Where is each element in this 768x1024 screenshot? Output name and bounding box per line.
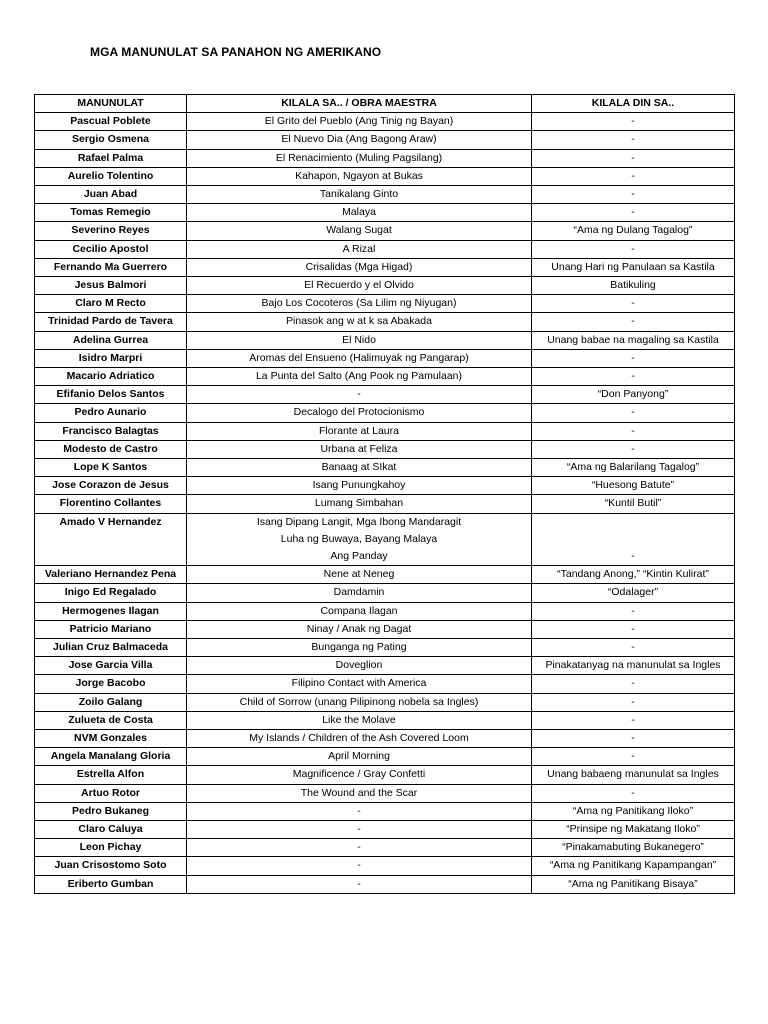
author-cell: Macario Adriatico — [35, 368, 187, 386]
work-line: Child of Sorrow (unang Pilipinong nobela sa Ingles) — [239, 695, 479, 708]
work-cell — [187, 459, 532, 477]
work-line: The Wound and the Scar — [300, 786, 418, 799]
table-row — [35, 620, 735, 638]
work-cell — [187, 258, 532, 276]
work-line: Bunganga ng Pating — [311, 641, 407, 654]
table-row — [35, 222, 735, 240]
work-line: Malaya — [342, 206, 376, 219]
work-cell — [187, 730, 532, 748]
work-line: Luha ng Buwaya, Bayang Malaya — [280, 532, 438, 545]
author-cell: Artuo Rotor — [35, 784, 187, 802]
table-row — [35, 386, 735, 404]
author-cell: Claro M Recto — [35, 295, 187, 313]
table-row — [35, 258, 735, 276]
work-cell — [187, 711, 532, 729]
also-known-cell: - — [532, 167, 735, 185]
also-known-cell: - — [532, 186, 735, 204]
author-cell: Julian Cruz Balmaceda — [35, 639, 187, 657]
author-cell: Pedro Bukaneg — [35, 802, 187, 820]
also-known-cell: - — [532, 693, 735, 711]
table-row — [35, 113, 735, 131]
also-known-cell: Unang babae na magaling sa Kastila — [532, 331, 735, 349]
also-known-cell: - — [532, 620, 735, 638]
author-cell: NVM Gonzales — [35, 730, 187, 748]
author-cell: Adelina Gurrea — [35, 331, 187, 349]
work-cell — [187, 331, 532, 349]
also-known-cell: “Odalager” — [532, 584, 735, 602]
table-row — [35, 566, 735, 584]
work-line: My Islands / Children of the Ash Covered Loom — [249, 732, 469, 745]
work-line: Tanikalang Ginto — [319, 188, 399, 201]
author-cell: Francisco Balagtas — [35, 422, 187, 440]
also-known-cell: “Tandang Anong,” “Kintin Kulirat” — [532, 566, 735, 584]
work-cell — [187, 240, 532, 258]
table-header — [35, 95, 735, 113]
author-cell: Patricio Mariano — [35, 620, 187, 638]
header-manunulat: MANUNULAT — [35, 95, 187, 113]
work-line: Bajo Los Cocoteros (Sa Lilim ng Niyugan) — [261, 297, 457, 310]
work-line: Compana Ilagan — [320, 604, 398, 617]
author-cell: Jorge Bacobo — [35, 675, 187, 693]
table-row — [35, 748, 735, 766]
author-cell: Florentino Collantes — [35, 495, 187, 513]
work-line: A Rizal — [342, 242, 376, 255]
table-row — [35, 477, 735, 495]
author-cell: Severino Reyes — [35, 222, 187, 240]
author-cell: Juan Abad — [35, 186, 187, 204]
work-line: Urbana at Feliza — [320, 442, 398, 455]
work-cell — [187, 802, 532, 820]
table-row — [35, 602, 735, 620]
work-line: Aromas del Ensueno (Halimuyak ng Pangarap) — [249, 351, 469, 364]
also-known-cell: “Pinakamabuting Bukanegero” — [532, 839, 735, 857]
work-line: - — [357, 823, 361, 836]
table-row — [35, 422, 735, 440]
also-known-cell: - — [532, 602, 735, 620]
author-cell: Fernando Ma Guerrero — [35, 258, 187, 276]
table-row — [35, 730, 735, 748]
work-line: Banaag at SIkat — [321, 461, 397, 474]
author-cell: Jesus Balmori — [35, 277, 187, 295]
author-cell: Efifanio Delos Santos — [35, 386, 187, 404]
table-row — [35, 349, 735, 367]
author-cell: Valeriano Hernandez Pena — [35, 566, 187, 584]
work-line: - — [357, 859, 361, 872]
table-row — [35, 277, 735, 295]
table-row — [35, 404, 735, 422]
table-row — [35, 313, 735, 331]
work-cell — [187, 277, 532, 295]
header-row — [35, 95, 735, 113]
work-cell — [187, 149, 532, 167]
work-line: Pinasok ang w at k sa Abakada — [286, 315, 432, 328]
also-known-cell: Batikuling — [532, 277, 735, 295]
work-cell — [187, 602, 532, 620]
work-cell — [187, 821, 532, 839]
author-cell: Aurelio Tolentino — [35, 167, 187, 185]
work-cell — [187, 657, 532, 675]
header-kilala-din-sa: KILALA DIN SA.. — [532, 95, 735, 113]
table-row — [35, 440, 735, 458]
table-row — [35, 149, 735, 167]
work-line: El Nuevo Dia (Ang Bagong Araw) — [281, 133, 437, 146]
table-row — [35, 802, 735, 820]
work-line: April Morning — [328, 750, 390, 763]
work-line: Ninay / Anak ng Dagat — [306, 622, 412, 635]
table-row — [35, 821, 735, 839]
work-line: Lumang Simbahan — [314, 497, 404, 510]
author-cell: Modesto de Castro — [35, 440, 187, 458]
table-row — [35, 204, 735, 222]
work-cell — [187, 131, 532, 149]
work-cell — [187, 113, 532, 131]
work-line: Walang Sugat — [326, 224, 392, 237]
also-known-cell: Pinakatanyag na manunulat sa Ingles — [532, 657, 735, 675]
work-cell — [187, 186, 532, 204]
table-row — [35, 368, 735, 386]
work-cell — [187, 639, 532, 657]
also-known-cell: “Ama ng Panitikang Kapampangan” — [532, 857, 735, 875]
work-cell — [187, 422, 532, 440]
author-cell: Eriberto Gumban — [35, 875, 187, 893]
author-cell: Isidro Marpri — [35, 349, 187, 367]
work-line: - — [357, 841, 361, 854]
also-known-cell: - — [532, 349, 735, 367]
author-cell: Hermogenes Ilagan — [35, 602, 187, 620]
also-known-cell: - — [532, 711, 735, 729]
work-cell — [187, 857, 532, 875]
work-line: Magnificence / Gray Confetti — [292, 768, 426, 781]
table-row — [35, 331, 735, 349]
also-known-cell: “Ama ng Panitikang Bisaya” — [532, 875, 735, 893]
also-known-cell: - — [532, 675, 735, 693]
also-known-cell: - — [532, 204, 735, 222]
also-known-cell: - — [532, 131, 735, 149]
work-cell — [187, 748, 532, 766]
also-known-cell: Unang Hari ng Panulaan sa Kastila — [532, 258, 735, 276]
table-row — [35, 675, 735, 693]
work-line: - — [357, 877, 361, 890]
work-line: Crisalidas (Mga Higad) — [305, 260, 413, 273]
work-cell — [187, 222, 532, 240]
also-known-cell: - — [532, 368, 735, 386]
also-known-cell: - — [532, 440, 735, 458]
author-cell: Zulueta de Costa — [35, 711, 187, 729]
work-line: Decalogo del Protocionismo — [293, 406, 425, 419]
table-row — [35, 131, 735, 149]
work-line: Nene at Neneg — [323, 568, 395, 581]
also-known-cell: - — [532, 748, 735, 766]
work-cell — [187, 875, 532, 893]
table-row — [35, 839, 735, 857]
table-row — [35, 766, 735, 784]
also-known-cell: Unang babaeng manunulat sa Ingles — [532, 766, 735, 784]
work-cell — [187, 766, 532, 784]
author-cell: Pedro Aunario — [35, 404, 187, 422]
table-row — [35, 495, 735, 513]
author-cell: Amado V Hernandez — [35, 513, 187, 566]
author-cell: Trinidad Pardo de Tavera — [35, 313, 187, 331]
work-line: Kahapon, Ngayon at Bukas — [295, 169, 423, 182]
work-line: El Nido — [342, 333, 376, 346]
work-cell — [187, 584, 532, 602]
also-known-cell: “Ama ng Dulang Tagalog” — [532, 222, 735, 240]
work-line: El Grito del Pueblo (Ang Tinig ng Bayan) — [264, 115, 454, 128]
work-line: Like the Molave — [322, 713, 396, 726]
author-cell: Lope K Santos — [35, 459, 187, 477]
also-known-cell: “Ama ng Balarilang Tagalog” — [532, 459, 735, 477]
work-cell — [187, 784, 532, 802]
work-cell — [187, 620, 532, 638]
table-row — [35, 784, 735, 802]
work-line: La Punta del Salto (Ang Pook ng Pamulaan) — [255, 370, 463, 383]
work-line: Doveglion — [335, 659, 383, 672]
work-cell — [187, 349, 532, 367]
work-cell — [187, 313, 532, 331]
work-cell — [187, 295, 532, 313]
table-row — [35, 711, 735, 729]
work-cell — [187, 675, 532, 693]
table-row — [35, 584, 735, 602]
work-cell — [187, 167, 532, 185]
work-cell — [187, 440, 532, 458]
table-row — [35, 639, 735, 657]
author-cell: Claro Caluya — [35, 821, 187, 839]
also-known-cell: - — [532, 513, 735, 566]
table-row — [35, 459, 735, 477]
table-row — [35, 857, 735, 875]
work-cell — [187, 839, 532, 857]
work-line: El Renacimiento (Muling Pagsilang) — [275, 151, 443, 164]
also-known-cell: “Don Panyong” — [532, 386, 735, 404]
table-row — [35, 186, 735, 204]
also-known-cell: - — [532, 313, 735, 331]
author-cell: Juan Crisostomo Soto — [35, 857, 187, 875]
author-cell: Tomas Remegio — [35, 204, 187, 222]
author-cell: Estrella Alfon — [35, 766, 187, 784]
also-known-cell: - — [532, 404, 735, 422]
also-known-cell: - — [532, 639, 735, 657]
table-row — [35, 295, 735, 313]
table-row — [35, 513, 735, 566]
work-line: Isang Punungkahoy — [312, 479, 406, 492]
work-cell — [187, 566, 532, 584]
table-row — [35, 875, 735, 893]
author-cell: Inigo Ed Regalado — [35, 584, 187, 602]
work-line: Filipino Contact with America — [291, 677, 427, 690]
also-known-cell: - — [532, 295, 735, 313]
author-cell: Zoilo Galang — [35, 693, 187, 711]
work-line: - — [357, 388, 361, 401]
also-known-cell: “Kuntil Butil” — [532, 495, 735, 513]
author-cell: Jose Garcia Villa — [35, 657, 187, 675]
also-known-cell: “Ama ng Panitikang Iloko” — [532, 802, 735, 820]
also-known-cell: “Huesong Batute” — [532, 477, 735, 495]
table-row — [35, 657, 735, 675]
author-cell: Rafael Palma — [35, 149, 187, 167]
author-cell: Leon Pichay — [35, 839, 187, 857]
also-known-cell: - — [532, 730, 735, 748]
also-known-cell: “Prinsipe ng Makatang Iloko” — [532, 821, 735, 839]
work-cell — [187, 386, 532, 404]
header-kilala-sa: KILALA SA.. / OBRA MAESTRA — [187, 95, 532, 113]
table-row — [35, 240, 735, 258]
also-known-cell: - — [532, 240, 735, 258]
table-row — [35, 693, 735, 711]
work-line: Damdamin — [333, 586, 385, 599]
work-cell — [187, 495, 532, 513]
work-line: Florante at Laura — [319, 424, 399, 437]
work-cell — [187, 513, 532, 566]
work-cell — [187, 693, 532, 711]
work-cell — [187, 204, 532, 222]
work-line: El Recuerdo y el Olvido — [304, 279, 414, 292]
also-known-cell: - — [532, 784, 735, 802]
author-cell: Angela Manalang Gloria — [35, 748, 187, 766]
work-line: Isang Dipang Langit, Mga Ibong Mandaragit — [256, 515, 462, 528]
author-cell: Pascual Poblete — [35, 113, 187, 131]
author-cell: Sergio Osmena — [35, 131, 187, 149]
also-known-cell: - — [532, 149, 735, 167]
also-known-cell: - — [532, 422, 735, 440]
author-cell: Jose Corazon de Jesus — [35, 477, 187, 495]
author-cell: Cecilio Apostol — [35, 240, 187, 258]
work-cell — [187, 477, 532, 495]
page-title: MGA MANUNULAT SA PANAHON NG AMERIKANO — [90, 45, 382, 59]
work-line: - — [357, 804, 361, 817]
work-cell — [187, 368, 532, 386]
table-body — [35, 113, 735, 894]
authors-table — [34, 94, 735, 894]
work-cell — [187, 404, 532, 422]
table-row — [35, 167, 735, 185]
also-known-cell: - — [532, 113, 735, 131]
work-line: Ang Panday — [330, 550, 388, 563]
